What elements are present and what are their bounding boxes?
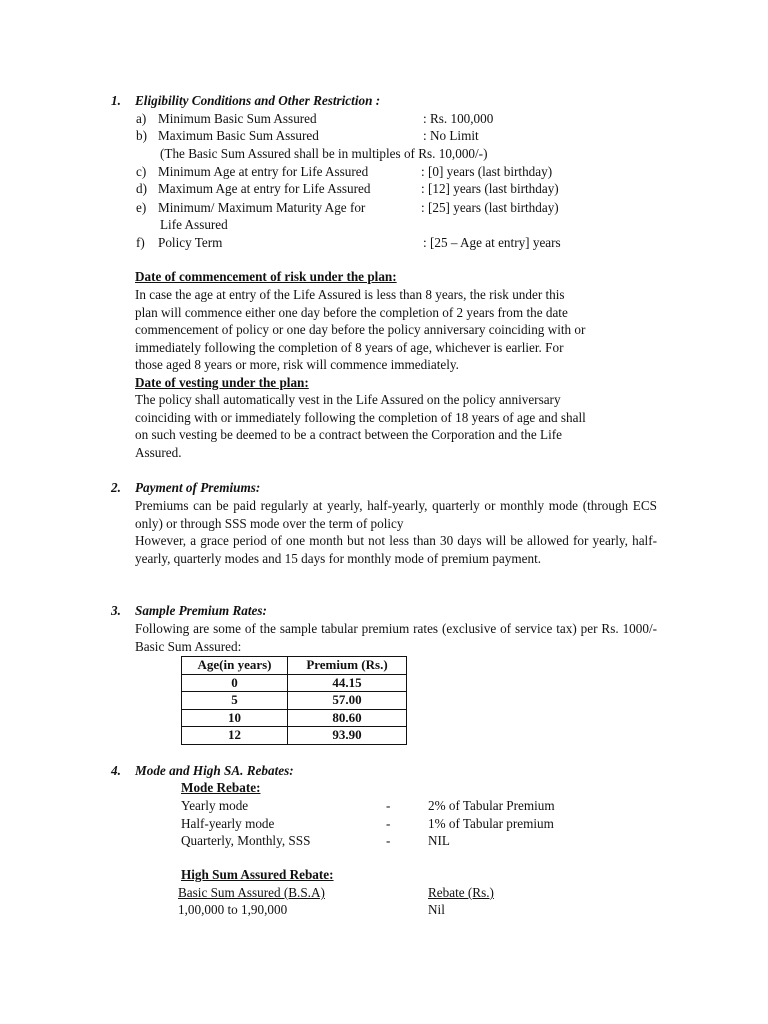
premium-payment-paragraph: Premiums can be paid regularly at yearly, half-yearly, quarterly or monthly mode (through ECS only) or through SSS mode over the term of policy — [135, 498, 657, 531]
item-marker: d) — [136, 181, 147, 196]
mode-name: Yearly mode — [181, 798, 249, 813]
section-3-number: 3. — [111, 603, 121, 618]
bsa-column-header: Basic Sum Assured (B.S.A) — [178, 885, 325, 900]
mode-name: Quarterly, Monthly, SSS — [181, 833, 311, 848]
item-marker: f) — [136, 235, 145, 250]
item-label: Policy Term — [158, 235, 223, 250]
item-marker: c) — [136, 164, 147, 179]
vesting-line: coinciding with or immediately following the completion of 18 years of age and shall — [135, 409, 586, 425]
item-label: Maximum Age at entry for Life Assured — [158, 181, 371, 196]
grace-period-paragraph: However, a grace period of one month but not less than 30 days will be allowed for yearly, half-yearly, quarterly modes and 15 days for monthly mode of premium payment. — [135, 533, 657, 566]
item-value: : No Limit — [423, 128, 479, 143]
section-2-number: 2. — [111, 480, 121, 495]
table-row — [182, 727, 407, 745]
mode-rebate-value: 1% of Tabular premium — [428, 816, 554, 831]
premium-cell: 44.15 — [288, 674, 407, 692]
item-label-continued: Life Assured — [160, 217, 228, 232]
item-value: : [25] years (last birthday) — [421, 200, 559, 215]
risk-paragraph — [135, 286, 657, 374]
item-label: Minimum Basic Sum Assured — [158, 111, 317, 126]
section-3-title: Sample Premium Rates: — [135, 603, 267, 618]
item-value: : Rs. 100,000 — [423, 111, 494, 126]
risk-line: plan will commence either one day before the completion of 2 years from the date — [135, 304, 568, 320]
premium-rates-table — [181, 656, 407, 745]
section-4-number: 4. — [111, 763, 121, 778]
item-value: : [25 – Age at entry] years — [423, 235, 561, 250]
multiples-note: (The Basic Sum Assured shall be in multiples of Rs. 10,000/-) — [160, 146, 488, 161]
rebate-column-header: Rebate (Rs.) — [428, 885, 494, 900]
table-header-cell: Age(in years) — [182, 657, 288, 675]
risk-line: those aged 8 years or more, risk will commence immediately. — [135, 357, 459, 372]
high-sa-rebate-heading: High Sum Assured Rebate: — [181, 867, 334, 882]
mode-name: Half-yearly mode — [181, 816, 275, 831]
mode-rebate-value: 2% of Tabular Premium — [428, 798, 555, 813]
mode-rebate-heading: Mode Rebate: — [181, 780, 261, 795]
table-row — [182, 692, 407, 710]
item-value: : [0] years (last birthday) — [421, 164, 553, 179]
mode-dash: - — [386, 816, 391, 831]
section-1-number: 1. — [111, 93, 121, 108]
age-cell: 0 — [182, 674, 288, 692]
age-cell: 5 — [182, 692, 288, 710]
table-row — [182, 709, 407, 727]
risk-heading: Date of commencement of risk under the plan: — [135, 269, 397, 284]
section-4-title: Mode and High SA. Rebates: — [135, 763, 294, 778]
vesting-line: on such vesting be deemed to be a contract between the Corporation and the Life — [135, 427, 562, 442]
vesting-paragraph — [135, 391, 657, 461]
premium-cell: 80.60 — [288, 709, 407, 727]
item-marker: e) — [136, 200, 147, 215]
bsa-rebate-value: Nil — [428, 902, 445, 917]
mode-rebate-value: NIL — [428, 833, 450, 848]
item-label: Minimum Age at entry for Life Assured — [158, 164, 369, 179]
item-value: : [12] years (last birthday) — [421, 181, 559, 196]
section-2-title: Payment of Premiums: — [135, 480, 261, 495]
item-label: Maximum Basic Sum Assured — [158, 128, 319, 143]
age-cell: 12 — [182, 727, 288, 745]
bsa-range: 1,00,000 to 1,90,000 — [178, 902, 288, 917]
table-row — [182, 674, 407, 692]
premium-cell: 93.90 — [288, 727, 407, 745]
item-marker: b) — [136, 128, 147, 143]
age-cell: 10 — [182, 709, 288, 727]
premium-cell: 57.00 — [288, 692, 407, 710]
vesting-line: Assured. — [135, 444, 182, 460]
vesting-line: The policy shall automatically vest in the Life Assured on the policy anniversary — [135, 392, 561, 407]
vesting-heading: Date of vesting under the plan: — [135, 375, 309, 390]
risk-line: In case the age at entry of the Life Assured is less than 8 years, the risk under this — [135, 287, 565, 302]
mode-dash: - — [386, 798, 391, 813]
section-1-title: Eligibility Conditions and Other Restriction : — [135, 93, 381, 108]
item-marker: a) — [136, 111, 147, 126]
premium-rates-intro: Following are some of the sample tabular premium rates (exclusive of service tax) per Rs. 1000/- Basic Sum Assured: — [135, 621, 657, 654]
table-header-row — [182, 657, 407, 675]
table-header-cell: Premium (Rs.) — [288, 657, 407, 675]
risk-line: immediately following the completion of 8 years of age, whichever is earlier. For — [135, 339, 564, 355]
risk-line: commencement of policy or one day before the policy anniversary coinciding with or — [135, 322, 586, 337]
mode-dash: - — [386, 833, 391, 848]
item-label: Minimum/ Maximum Maturity Age for — [158, 200, 366, 215]
